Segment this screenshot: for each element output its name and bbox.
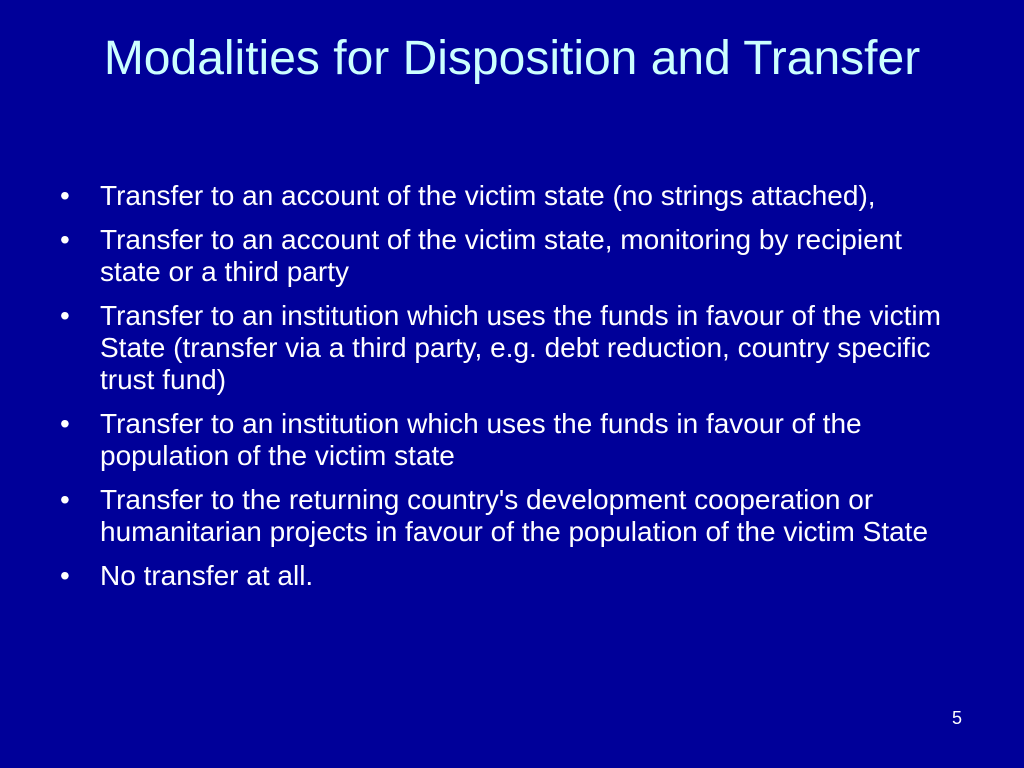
bullet-item <box>56 180 956 212</box>
bullet-text: No transfer at all. <box>100 560 314 591</box>
bullet-item <box>56 560 956 592</box>
bullet-text: Transfer to an account of the victim state, monitoring by recipient state or a third party <box>100 224 903 287</box>
bullet-text: Transfer to the returning country's development cooperation or humanitarian projects in favour of the population of the victim State <box>100 484 929 547</box>
bullet-text: Transfer to an account of the victim state (no strings attached), <box>100 180 876 211</box>
page-number: 5 <box>951 708 962 728</box>
bullet-icon: • <box>60 560 70 591</box>
bullet-item <box>56 484 956 548</box>
bullet-icon: • <box>60 408 70 439</box>
bullet-icon: • <box>60 224 70 255</box>
bullet-text: Transfer to an institution which uses the funds in favour of the population of the victim state <box>100 408 862 471</box>
bullet-text: Transfer to an institution which uses the funds in favour of the victim State (transfer via a third party, e.g. debt reduction, country specific trust fund) <box>100 300 941 395</box>
slide-title: Modalities for Disposition and Transfer <box>103 32 921 85</box>
bullet-item <box>56 224 956 288</box>
bullet-icon: • <box>60 300 70 331</box>
bullet-icon: • <box>60 484 70 515</box>
bullet-item <box>56 408 956 472</box>
bullet-list <box>56 180 956 604</box>
bullet-icon: • <box>60 180 70 211</box>
bullet-item <box>56 300 956 396</box>
